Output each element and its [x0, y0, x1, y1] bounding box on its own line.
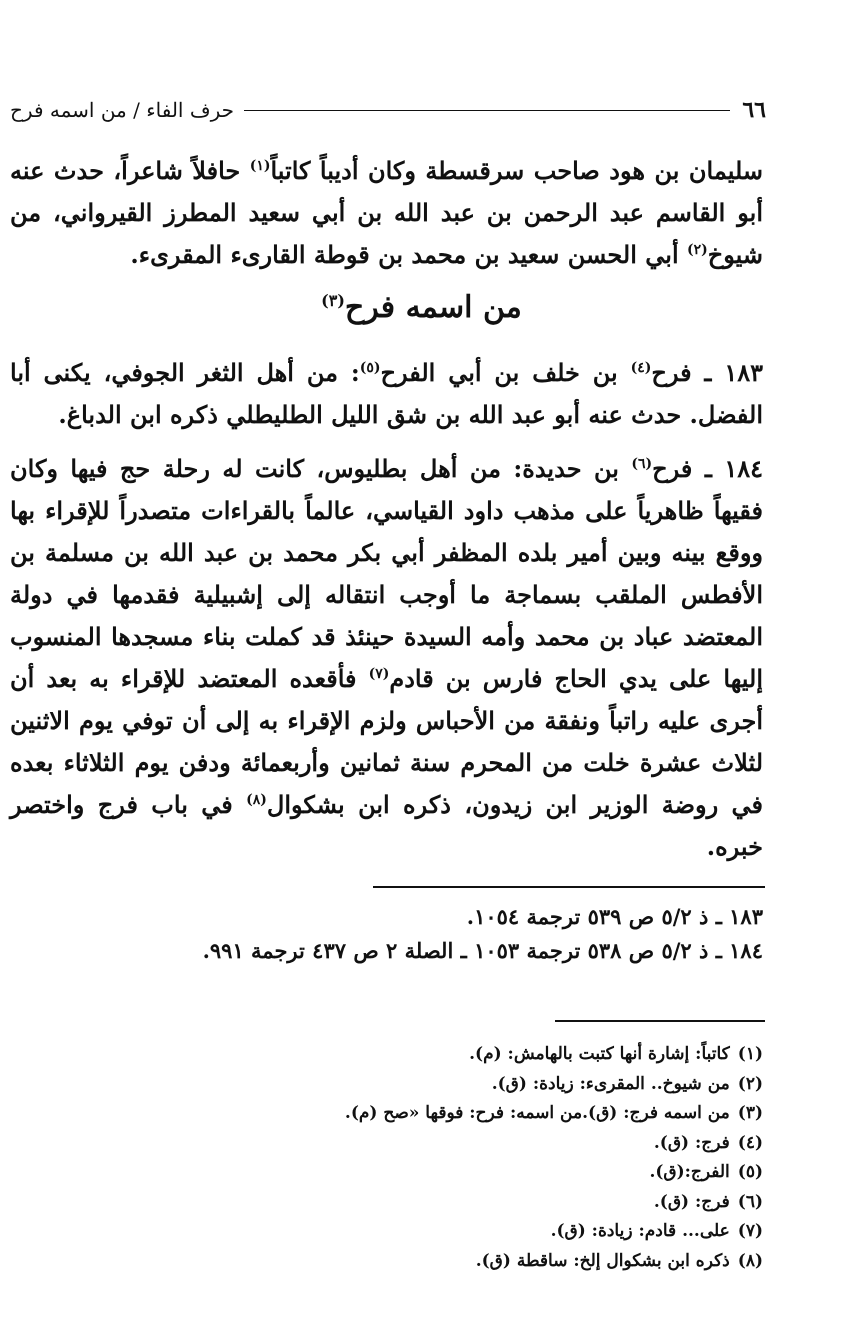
- entry-text: : من أهل الثغر الجوفي، يكنى أبا الفضل. حدث عنه أبو عبد الله بن شق الليل الطليطلي ذكره ابن الدباغ.: [10, 358, 763, 429]
- entry-name: بن خلف بن أبي الفرح: [380, 358, 631, 387]
- footnote-marker: (١): [249, 158, 271, 174]
- footnote: [10, 1247, 763, 1277]
- footnote-marker: (٤): [630, 360, 652, 376]
- entry-name: فرح: [652, 454, 693, 483]
- footnote-text: كاتباً: إشارة أنها كتبت بالهامش: (م).: [469, 1044, 730, 1064]
- footnote-text: على... قادم: زيادة: (ق).: [550, 1221, 730, 1241]
- running-header: [10, 95, 766, 125]
- source-line: ١٨٤ ـ ذ ٥/٢ ص ٥٣٨ ترجمة ١٠٥٣ ـ الصلة ٢ ص ٤٣٧ ترجمة ٩٩١.: [202, 938, 763, 963]
- footnote-marker: (٢): [686, 242, 708, 258]
- footnote-marker: (٦): [631, 456, 653, 472]
- footnote-number: (١): [737, 1044, 763, 1064]
- page-number: ٦٦: [742, 97, 766, 123]
- footnote-number: (٦): [737, 1191, 763, 1212]
- entry-text: فأقعده المعتضد للإقراء به بعد أن أجرى عليه راتباً ونفقة من الأحباس ولزم الإقراء به إلى أن توفي يوم الاثنين لثلاث عشرة خلت من المحرم سنة ثمانين وأربعمائة ودفن يوم الثلاثاء بعده في روضة الوزير ابن زيدون، ذكره ابن بشكوال: [10, 664, 763, 819]
- section-title-text: من اسمه فرح: [344, 290, 522, 325]
- footnote-text: فرج: (ق).: [653, 1132, 730, 1153]
- footnote-number: (٨): [737, 1250, 763, 1271]
- footnote-marker: (٥): [359, 360, 381, 376]
- footnote-text: ذكره ابن بشكوال إلخ: ساقطة (ق).: [475, 1250, 730, 1271]
- footnote-marker: (٣): [321, 291, 345, 310]
- footnote-text: من اسمه فرج: (ق).من اسمه: فرح: فوقها «صح (م).: [344, 1103, 730, 1123]
- footnote-text: من شيوخ.. المقرىء: زيادة: (ق).: [491, 1073, 730, 1094]
- footnote: [10, 1158, 763, 1188]
- paragraph-text: أبي الحسن سعيد بن محمد بن قوطة القارىء المقرىء.: [130, 240, 687, 269]
- source-line: ١٨٣ ـ ذ ٥/٢ ص ٥٣٩ ترجمة ١٠٥٤.: [466, 904, 763, 929]
- entry-183: [10, 352, 763, 436]
- header-rule: [244, 110, 730, 111]
- sources-list: [10, 900, 763, 968]
- footnote: [10, 1040, 763, 1070]
- footnotes-list: [10, 1040, 763, 1276]
- footnote-text: فرج: (ق).: [653, 1191, 730, 1212]
- footnote-text: الفرج:(ق).: [649, 1162, 730, 1182]
- paragraph-text: حافلاً شاعراً، حدث عنه أبو القاسم عبد الرحمن بن عبد الله بن أبي سعيد المطرز القيرواني، من شيوخ: [10, 156, 763, 269]
- footnote: [10, 1099, 763, 1129]
- entry-184: [10, 448, 763, 868]
- footnote-number: (٤): [737, 1132, 763, 1153]
- footnote-number: (٧): [737, 1221, 763, 1241]
- footnote-number: (٢): [737, 1073, 763, 1094]
- footnote: [10, 1188, 763, 1218]
- section-heading: [0, 290, 843, 325]
- footnote-number: (٥): [737, 1162, 763, 1182]
- running-title: حرف الفاء / من اسمه فرح: [10, 98, 234, 122]
- entry-text: في باب فرج واختصر خبره.: [10, 790, 763, 861]
- paragraph-text: سليمان بن هود صاحب سرقسطة وكان أديباً كاتباً: [270, 156, 764, 185]
- footnote-marker: (٨): [246, 792, 267, 808]
- sources-divider: [373, 886, 765, 888]
- footnote-marker: (٧): [368, 666, 390, 682]
- footnote: [10, 1217, 763, 1247]
- footnotes-divider: [555, 1020, 765, 1022]
- footnote: [10, 1070, 763, 1100]
- footnote: [10, 1129, 763, 1159]
- entry-text: بن حديدة: من أهل بطليوس، كانت له رحلة حج فيها وكان فقيهاً ظاهرياً على مذهب داود القياسي، عالماً بالقراءات متصدراً للإقراء بها ووقع بينه وبين أمير بلده المظفر أبي بكر محمد بن عبد الله بن مسلمة بن الأفطس الملقب بسماجة ما أوجب انتقاله إلى إشبيلية فقدمها في دولة المعتضد عباد بن محمد وأمه السيدة حينئذ قد كملت بناء مسجدها المنسوب إليها على يدي الحاج فارس بن قادم: [10, 454, 764, 693]
- entry-name: فرح: [651, 358, 692, 387]
- entry-number: ١٨٣ ـ: [691, 358, 764, 387]
- footnote-number: (٣): [737, 1103, 763, 1123]
- entry-number: ١٨٤ ـ: [692, 454, 763, 483]
- paragraph-continuation: [10, 150, 763, 276]
